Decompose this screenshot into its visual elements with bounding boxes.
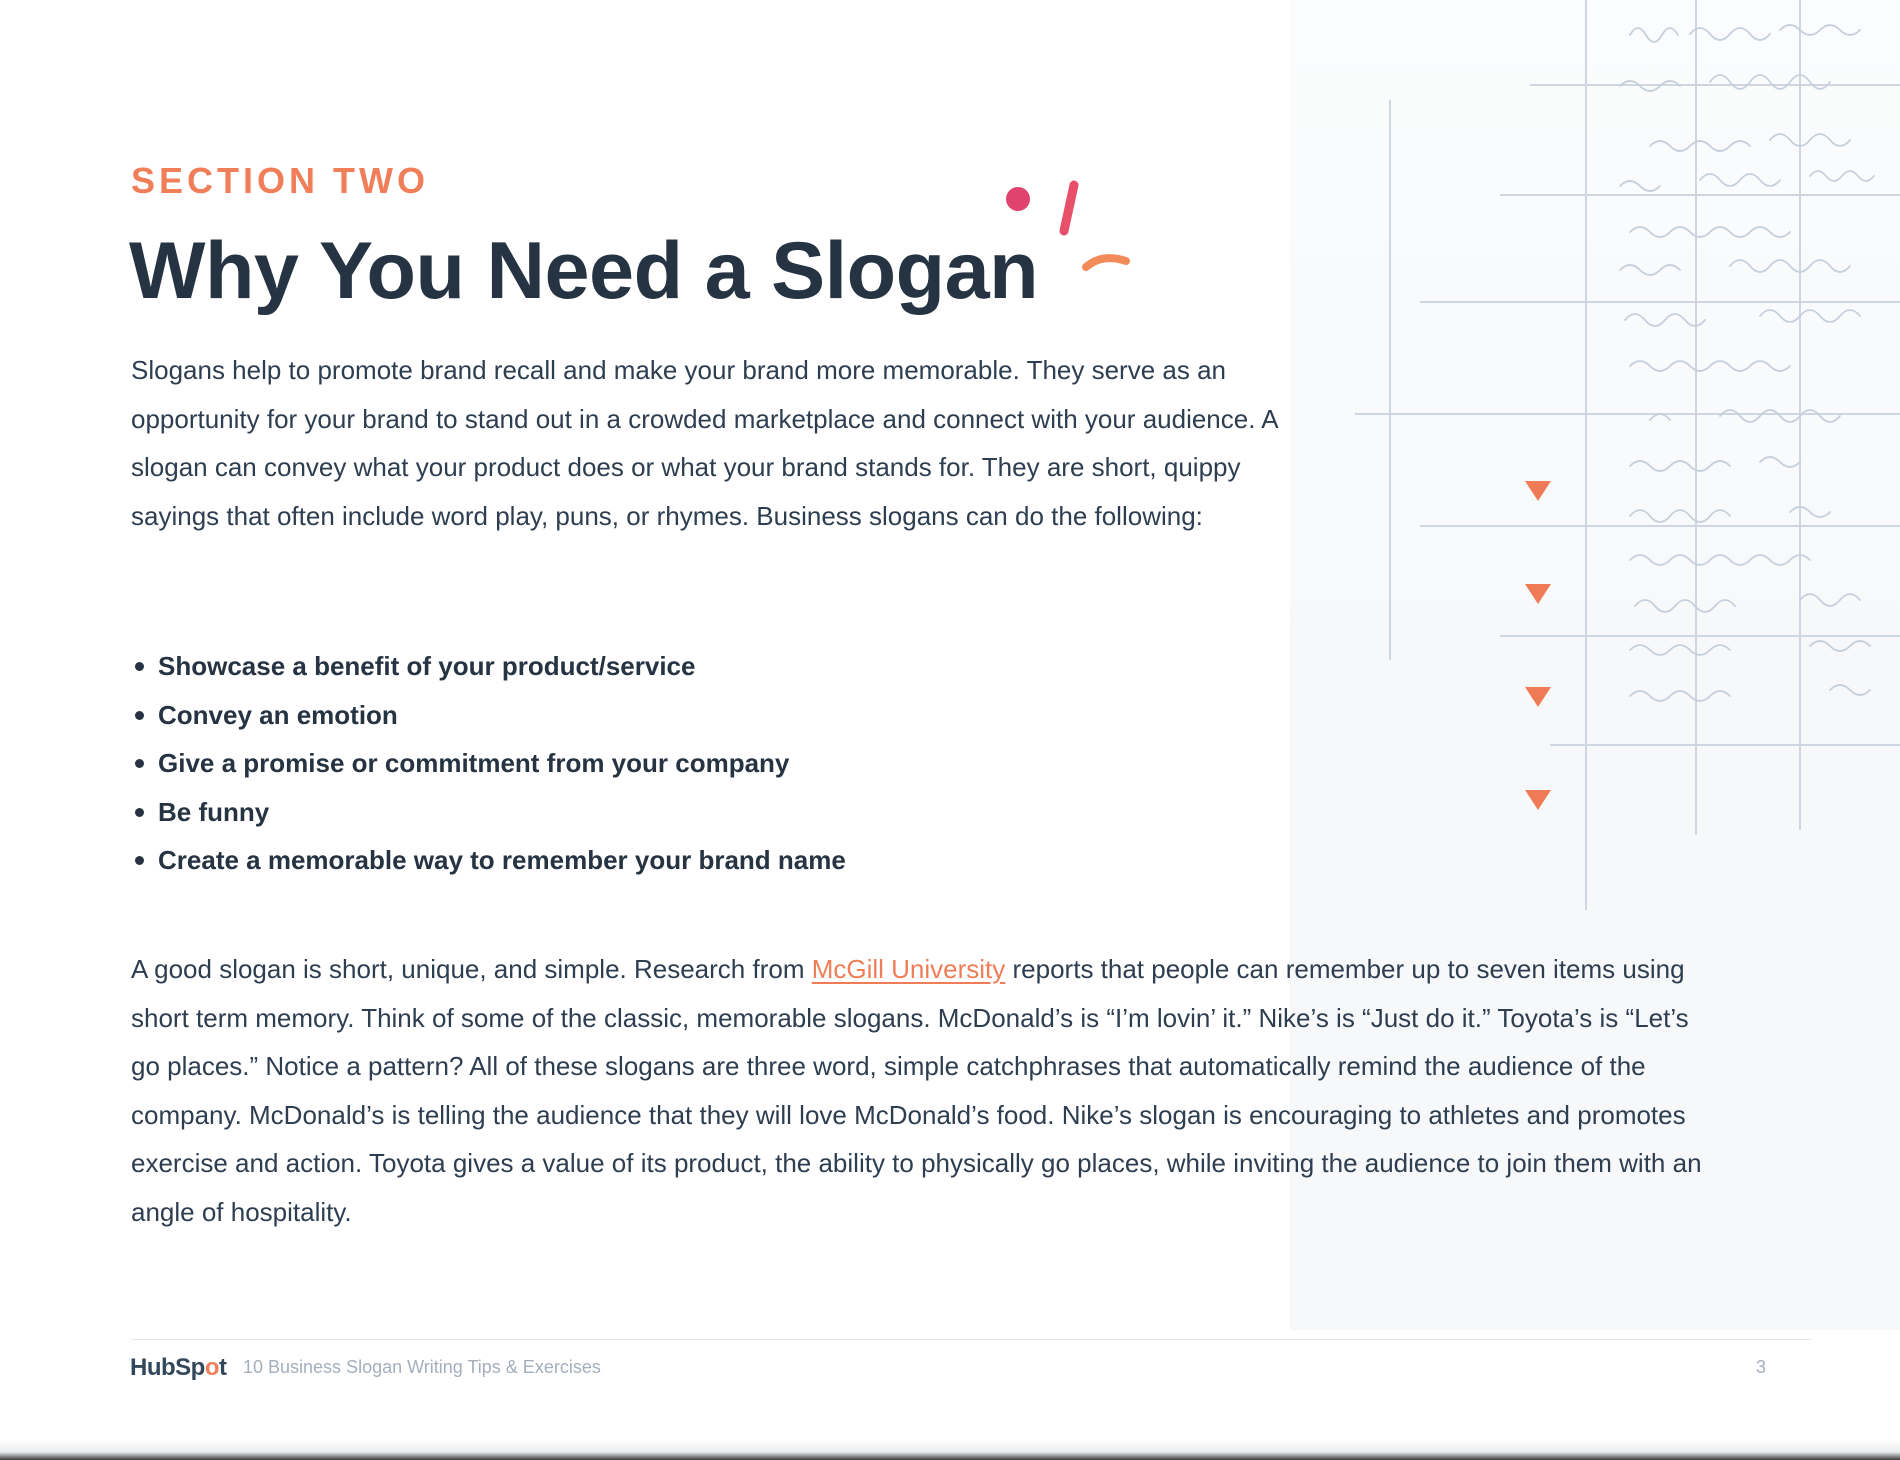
section-kicker: SECTION TWO [131,160,429,201]
benefits-list [131,642,846,885]
hubspot-logo: HubSpot [130,1354,227,1381]
triangle-marker-icon [1525,687,1551,707]
list-item: Be funny [131,788,846,837]
list-item: Create a memorable way to remember your brand name [131,836,846,885]
list-item: Give a promise or commitment from your company [131,739,846,788]
page-title: Why You Need a Slogan [129,226,1039,316]
page-number: 3 [1756,1357,1767,1377]
body-text-before-link: A good slogan is short, unique, and simple. Research from [131,954,812,984]
list-item: Showcase a benefit of your product/service [131,642,846,691]
triangle-marker-icon [1525,481,1551,501]
triangle-marker-icon [1525,584,1551,604]
triangle-marker-icon [1525,790,1551,810]
footer-document-title: 10 Business Slogan Writing Tips & Exercises [243,1357,601,1377]
body-text-after-link: reports that people can remember up to seven items using short term memory. Think of some of the classic, memorable slogans. McDonald’s is “I’m lovin’ it.” Nike’s is “Just do it.” Toyota’s is “Let’s go places.” Notice a pattern? All of these slogans are three word, simple catchphrases that automatically remind the audience of the company. McDonald’s is telling the audience that they will love McDonald’s food. Nike’s slogan is encouraging to athletes and promotes exercise and action. Toyota gives a value of its product, the ability to physically go places, while inviting the audience to join them with an angle of hospitality. [131,954,1702,1227]
sprocket-icon: o [204,1354,219,1381]
intro-paragraph: Slogans help to promote brand recall and make your brand more memorable. They serve as an opportunity for your brand to stand out in a crowded marketplace and connect with your audience. A slogan can convey what your product does or what your brand stands for. They are short, quippy sayings that often include word play, puns, or rhymes. Business slogans can do the following: [131,355,1278,531]
mcgill-university-link[interactable]: McGill University [811,954,1006,984]
page-bottom-edge [0,1440,1900,1460]
list-item: Convey an emotion [131,691,846,740]
footer-divider [131,1339,1812,1340]
sparkle-accent-icon [1000,175,1140,285]
body-paragraph [131,945,1721,1236]
